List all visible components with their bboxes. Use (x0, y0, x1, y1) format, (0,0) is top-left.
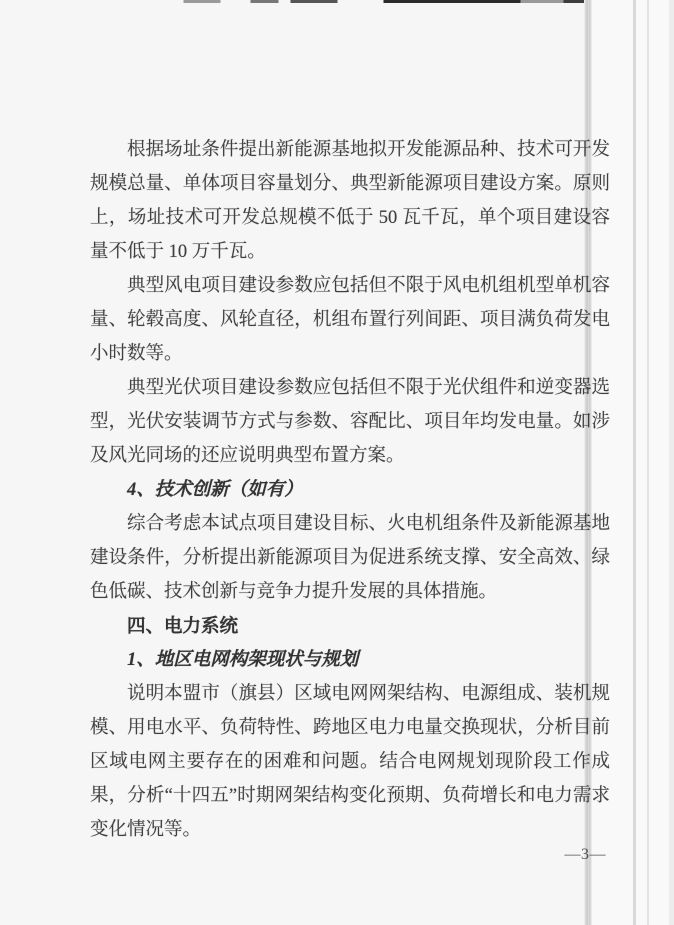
paragraph-innovation-measures: 综合考虑本试点项目建设目标、火电机组条件及新能源基地建设条件，分析提出新能源项目为促进系统支撑、安全高效、绿色低碳、技术创新与竞争力提升发展的具体措施。 (90, 514, 610, 602)
scan-artifact-top-edge (0, 0, 674, 3)
paragraph-regional-grid-description: 说明本盟市（旗县）区域电网网架结构、电源组成、装机规模、用电水平、负荷特性、跨地区电力电量交换现状，分析目前区域电网主要存在的困难和问题。结合电网规划现阶段工作成果，分析“十四五”时期网架结构变化预期、负荷增长和电力需求变化情况等。 (90, 684, 610, 840)
heading-regional-grid-status: 1、地区电网构架现状与规划 (127, 650, 359, 670)
paragraph-pv-project-parameters: 典型光伏项目建设参数应包括但不限于光伏组件和逆变器选型，光伏安装调节方式与参数、容配比、项目年均发电量。如涉及风光同场的还应说明典型布置方案。 (90, 378, 610, 466)
heading-power-system: 四、电力系统 (127, 615, 239, 636)
page-edge-line (633, 0, 636, 925)
page-number: —3— (564, 846, 606, 863)
paragraph-site-development-plan: 根据场址条件提出新能源基地拟开发能源品种、技术可开发规模总量、单体项目容量划分、典型新能源项目建设方案。原则上，场址技术可开发总规模不低于 50 瓦千瓦，单个项目建设容量不低于 10 万千瓦。 (90, 140, 610, 262)
heading-technical-innovation: 4、技术创新（如有） (127, 480, 303, 500)
scan-right-edge (669, 0, 674, 925)
page-edge-line-faint (647, 0, 649, 925)
document-body (90, 133, 610, 847)
paragraph-wind-project-parameters: 典型风电项目建设参数应包括但不限于风电机组机型单机容量、轮毂高度、风轮直径，机组布置行列间距、项目满负荷发电小时数等。 (90, 276, 610, 364)
